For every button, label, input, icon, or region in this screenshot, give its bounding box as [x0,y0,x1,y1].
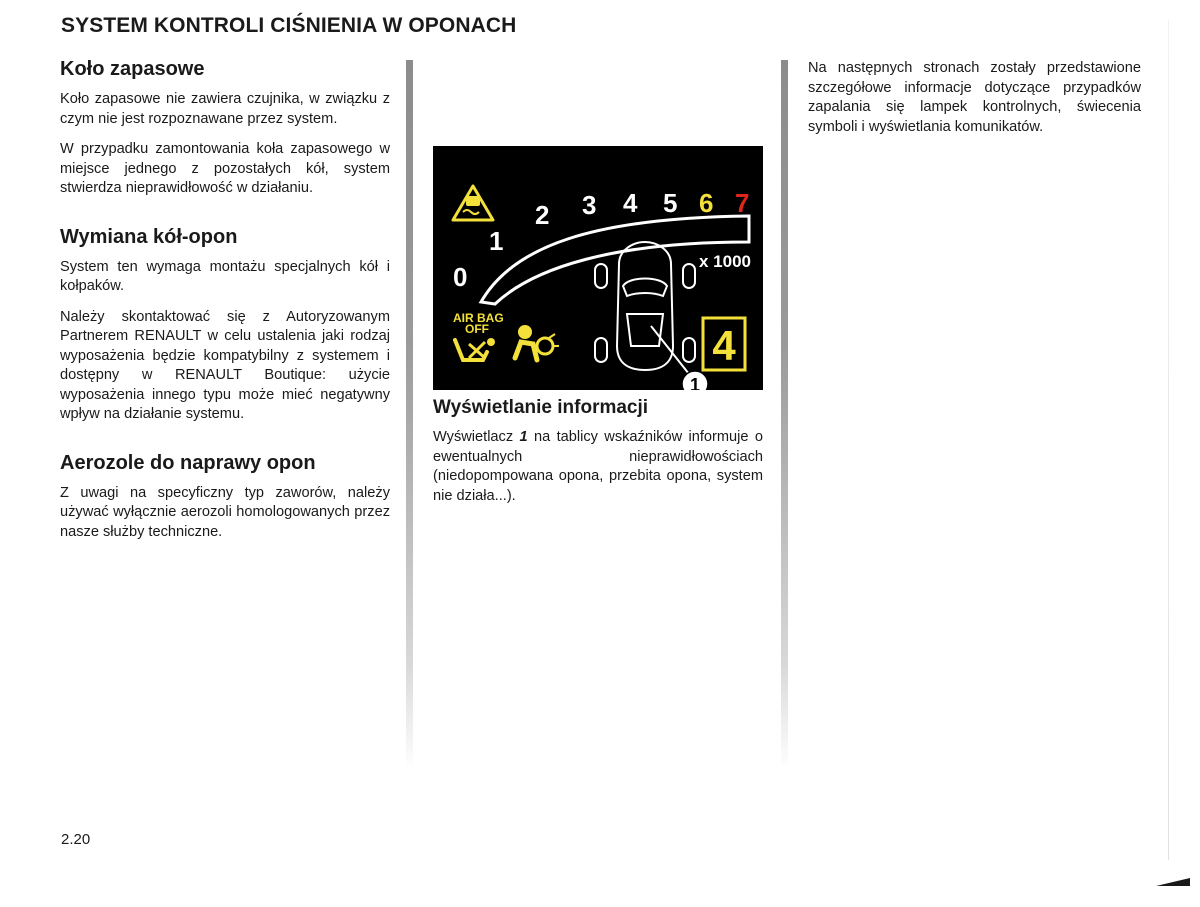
rpm-label: 1 [489,226,504,256]
section-wheel-replacement [60,224,390,425]
callout-number: 1 [689,375,701,390]
rpm-label: 4 [623,188,638,218]
section-spare-wheel [60,56,390,199]
rpm-label: 7 [735,188,750,218]
section-heading: Aerozole do naprawy opon [60,451,316,474]
page-title: SYSTEM KONTROLI CIŚNIENIA W OPONACH [61,14,517,37]
middle-column [433,146,763,517]
section-heading: Wymiana kół-opon [60,225,238,248]
paragraph: W przypadku zamontowania koła zapasowego w miejsce jednego z pozostałych kół, system stwierdza nieprawidłowość w działaniu. [60,141,390,196]
instrument-display-figure [433,146,763,390]
right-column [808,59,1141,148]
instrument-display-illustration [433,146,763,390]
page-number: 2.20 [61,831,91,848]
rpm-label: 2 [535,200,550,230]
figure-reference: 1 [519,429,528,445]
paragraph: Na następnych stronach zostały przedstawione szczegółowe informacje dotyczące przypadków zapalania się lampek kontrolnych, świecenia symboli i wyświetlania komunikatów. [808,60,1141,135]
page-edge-shadow [1168,20,1169,860]
section-tyre-repair-aerosols [60,450,390,543]
airbag-label: AIR BAG [453,311,504,325]
airbag-label: OFF [465,322,489,336]
corner-arrow-icon [1156,876,1190,886]
paragraph: Należy skontaktować się z Autoryzowanym Partnerem RENAULT w celu ustalenia jaki rodzaj wyposażenia będzie kompatybilny z systemem i dostępny w RENAULT Boutique: użycie wyposażenia innego typu może mieć negatywny wpływ na działanie systemu. [60,308,390,422]
section-heading: Koło zapasowe [60,58,205,80]
gear-value: 4 [712,322,736,369]
rpm-label: 6 [699,188,714,218]
column-divider-left [406,60,413,770]
rpm-label: 3 [582,190,597,220]
rpm-multiplier: x 1000 [699,252,751,271]
column-divider-right [781,60,788,770]
paragraph: Z uwagi na specyficzny typ zaworów, należy używać wyłącznie aerozoli homologowanych przez nasze służby techniczne. [60,484,390,540]
rpm-label: 5 [663,188,678,218]
paragraph: Koło zapasowe nie zawiera czujnika, w związku z czym nie jest rozpoznawane przez system. [60,91,390,127]
rpm-label: 0 [453,262,468,292]
paragraph: System ten wymaga montażu specjalnych kół i kołpaków. [60,258,390,294]
paragraph: Wyświetlacz 1 na tablicy wskaźników informuje o ewentualnych nieprawidłowościach (niedopompowana opona, przebita opona, system nie działa...). [433,429,763,504]
section-heading: Wyświetlanie informacji [433,397,649,418]
left-column [60,56,390,553]
